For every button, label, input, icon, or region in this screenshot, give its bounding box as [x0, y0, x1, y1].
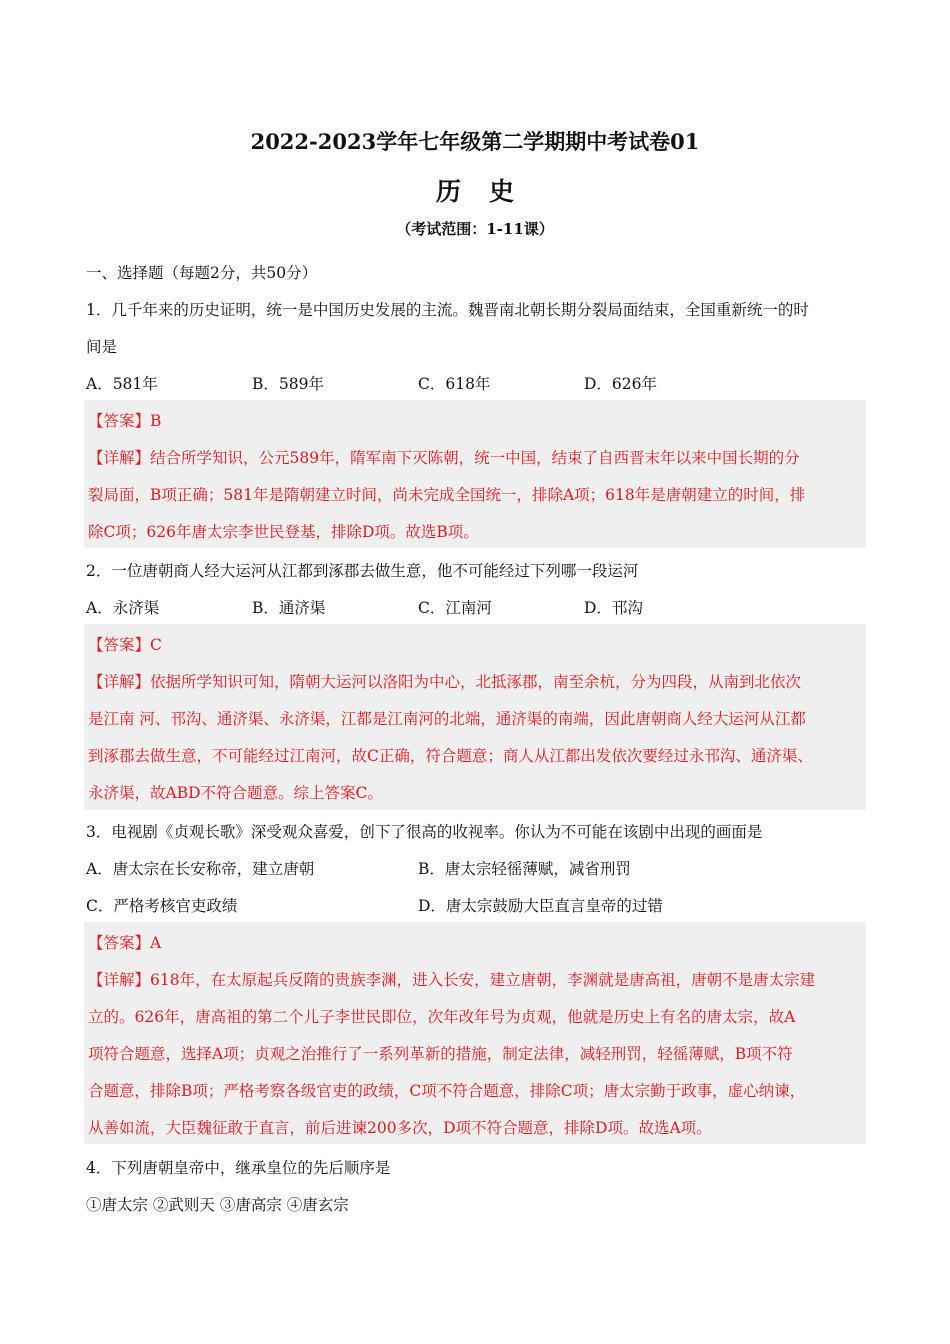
- q3-option-b: B．唐太宗轻徭薄赋，减省刑罚: [418, 860, 631, 878]
- q2-answer-box: [84, 624, 866, 810]
- q2-detail-line1: 【详解】依据所学知识可知，隋朝大运河以洛阳为中心，北抵涿郡，南至余杭，分为四段，从南到北依次: [88, 673, 802, 691]
- q4-stem-line1: 4．下列唐朝皇帝中，继承皇位的先后顺序是: [86, 1159, 391, 1177]
- q3-detail-line3: 项符合题意，选择A项；贞观之治推行了一系列革新的措施，制定法律，减轻刑罚，轻徭薄赋，B项不符: [88, 1045, 793, 1063]
- q1-detail-line3: 除C项；626年唐太宗李世民登基，排除D项。故选B项。: [88, 523, 479, 541]
- subject-title: 历史: [435, 177, 542, 206]
- q1-option-b: B．589年: [252, 375, 324, 393]
- q1-detail-line1: 【详解】结合所学知识，公元589年，隋军南下灭陈朝，统一中国，结束了自西晋末年以来中国长期的分: [88, 449, 800, 467]
- q2-stem-line1: 2．一位唐朝商人经大运河从江都到涿郡去做生意，他不可能经过下列哪一段运河: [86, 562, 639, 580]
- exam-range: （考试范围：1-11课）: [396, 220, 554, 238]
- q3-stem-line1: 3．电视剧《贞观长歌》深受观众喜爱，创下了很高的收视率。你认为不可能在该剧中出现的画面是: [86, 823, 763, 841]
- q1-stem-line2: 间是: [86, 338, 118, 356]
- q2-option-c: C．江南河: [418, 599, 492, 617]
- q1-option-c: C．618年: [418, 375, 491, 393]
- q4-stem-line2: ①唐太宗 ②武则天 ③唐高宗 ④唐玄宗: [86, 1196, 349, 1214]
- q3-option-a: A．唐太宗在长安称帝，建立唐朝: [86, 860, 315, 878]
- q2-option-b: B．通济渠: [252, 599, 326, 617]
- q1-option-d: D．626年: [584, 375, 658, 393]
- q2-detail-line4: 永济渠，故ABD不符合题意。综上答案C。: [88, 784, 383, 802]
- q1-answer: 【答案】B: [88, 412, 162, 430]
- q3-detail-line4: 合题意，排除B项；严格考察各级官吏的政绩，C项不符合题意，排除C项；唐太宗勤于政事，虚心纳谏，: [88, 1082, 806, 1100]
- exam-title: 2022-2023学年七年级第二学期期中考试卷01: [250, 129, 700, 154]
- q1-stem-line1: 1．几千年来的历史证明，统一是中国历史发展的主流。魏晋南北朝长期分裂局面结束，全国重新统一的时: [86, 301, 809, 319]
- q2-option-a: A．永济渠: [86, 599, 160, 617]
- section-heading: 一、选择题（每题2分，共50分）: [86, 264, 318, 282]
- q2-option-d: D．邗沟: [584, 599, 643, 617]
- q2-answer: 【答案】C: [88, 636, 162, 654]
- q3-detail-line2: 立的。626年，唐高祖的第二个儿子李世民即位，次年改年号为贞观，他就是历史上有名的唐太宗，故A: [88, 1008, 796, 1026]
- q2-detail-line3: 到涿郡去做生意，不可能经过江南河，故C正确，符合题意；商人从江都出发依次要经过永邗沟、通济渠、: [88, 747, 813, 765]
- q3-option-c: C．严格考核官吏政绩: [86, 897, 238, 915]
- q3-answer-box: [84, 922, 866, 1144]
- q1-option-a: A．581年: [86, 375, 158, 393]
- q1-detail-line2: 裂局面，B项正确；581年是隋朝建立时间，尚未完成全国统一，排除A项；618年是唐朝建立的时间，排: [88, 486, 806, 504]
- q3-answer: 【答案】A: [88, 934, 162, 952]
- q3-detail-line5: 从善如流，大臣魏征敢于直言，前后进谏200多次，D项不符合题意，排除D项。故选A项。: [88, 1119, 712, 1137]
- q3-detail-line1: 【详解】618年，在太原起兵反隋的贵族李渊，进入长安，建立唐朝，李渊就是唐高祖，唐朝不是唐太宗建: [88, 971, 816, 989]
- q1-answer-box: [84, 400, 866, 548]
- q2-detail-line2: 是江南 河、邗沟、通济渠、永济渠，江都是江南河的北端，通济渠的南端，因此唐朝商人经大运河从江都: [88, 710, 806, 728]
- q3-option-d: D．唐太宗鼓励大臣直言皇帝的过错: [418, 897, 663, 915]
